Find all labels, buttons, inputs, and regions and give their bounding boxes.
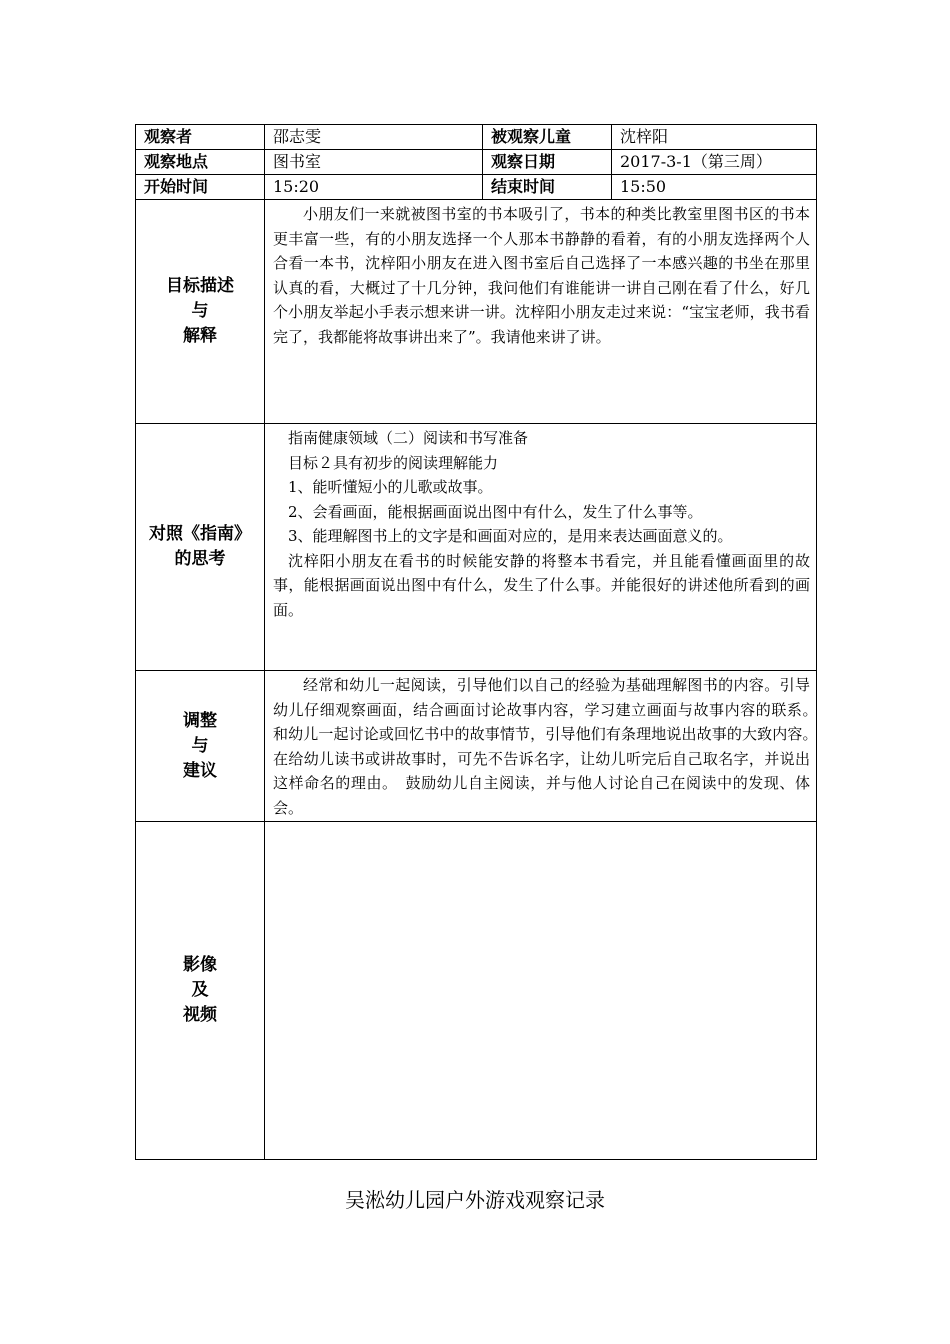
observer-value: 邵志雯 bbox=[265, 125, 483, 150]
observer-label: 观察者 bbox=[136, 125, 265, 150]
media-section-row bbox=[136, 822, 817, 1160]
guide-section-row bbox=[136, 424, 817, 671]
location-value: 图书室 bbox=[265, 150, 483, 175]
guide-reflection: 沈梓阳小朋友在看书的时候能安静的将整本书看完，并且能看懂画面里的故事，能根据画面说出图中有什么，发生了什么事。并能很好的讲述他所看到的画面。 bbox=[273, 551, 810, 619]
child-value: 沈梓阳 bbox=[612, 125, 817, 150]
adjust-section-row bbox=[136, 671, 817, 822]
start-time-label: 开始时间 bbox=[136, 175, 265, 200]
location-label: 观察地点 bbox=[136, 150, 265, 175]
media-section-label: 影像 及 视频 bbox=[136, 822, 265, 1160]
adjust-section-content bbox=[265, 671, 841, 822]
header-row-observer bbox=[136, 125, 817, 150]
header-row-location bbox=[136, 150, 817, 175]
start-time-value: 15:20 bbox=[265, 175, 483, 200]
footer-title: 吴淞幼儿园户外游戏观察记录 bbox=[345, 1188, 605, 1212]
goal-section-label: 目标描述 与 解释 bbox=[136, 200, 265, 424]
guide-line: 3、能理解图书上的文字是和画面对应的，是用来表达画面意义的。 bbox=[288, 527, 733, 545]
guide-line: 指南健康领域（二）阅读和书写准备 bbox=[288, 429, 529, 447]
goal-section-content bbox=[265, 200, 817, 424]
observation-record-table bbox=[135, 124, 841, 1160]
guide-line: 目标２具有初步的阅读理解能力 bbox=[288, 453, 499, 472]
adjust-section-label: 调整 与 建议 bbox=[136, 671, 265, 822]
date-value: 2017-3-1（第三周） bbox=[612, 150, 817, 175]
guide-line: 1、能听懂短小的儿歌或故事。 bbox=[288, 478, 493, 496]
adjust-text: 经常和幼儿一起阅读，引导他们以自己的经验为基础理解图书的内容。引导幼儿仔细观察画面，结合画面讨论故事内容，学习建立画面与故事内容的联系。 和幼儿一起讨论或回忆书中的故事情节，引导他们有条理地说出故事的大致内容。 在给幼儿读书或讲故事时，可先不告诉名字，让幼儿听完后自己取名字，并说出这样命名的理由。 鼓励幼儿自主阅读，并与他人讨论自己在阅读中的发现、体会。 bbox=[273, 676, 841, 817]
child-label: 被观察儿童 bbox=[483, 125, 612, 150]
goal-text: 小朋友们一来就被图书室的书本吸引了，书本的种类比教室里图书区的书本更丰富一些，有的小朋友选择一个人那本书静静的看着，有的小朋友选择两个人合看一本书，沈梓阳小朋友在进入图书室后自己选择了一本感兴趣的书坐在那里认真的看，大概过了十几分钟，我问他们有谁能讲一讲自己刚在看了什么，好几个小朋友举起小手表示想来讲一讲。沈梓阳小朋友走过来说：“宝宝老师，我书看完了，我都能将故事讲出来了”。我请他来讲了讲。 bbox=[273, 205, 810, 346]
header-row-time bbox=[136, 175, 817, 200]
end-time-label: 结束时间 bbox=[483, 175, 612, 200]
date-label: 观察日期 bbox=[483, 150, 612, 175]
goal-section-row bbox=[136, 200, 817, 424]
end-time-value: 15:50 bbox=[612, 175, 817, 200]
guide-line: 2、会看画面，能根据画面说出图中有什么，发生了什么事等。 bbox=[288, 502, 703, 521]
guide-section-label: 对照《指南》 的思考 bbox=[136, 424, 265, 671]
guide-section-content bbox=[265, 424, 817, 671]
media-section-content bbox=[265, 822, 817, 1160]
